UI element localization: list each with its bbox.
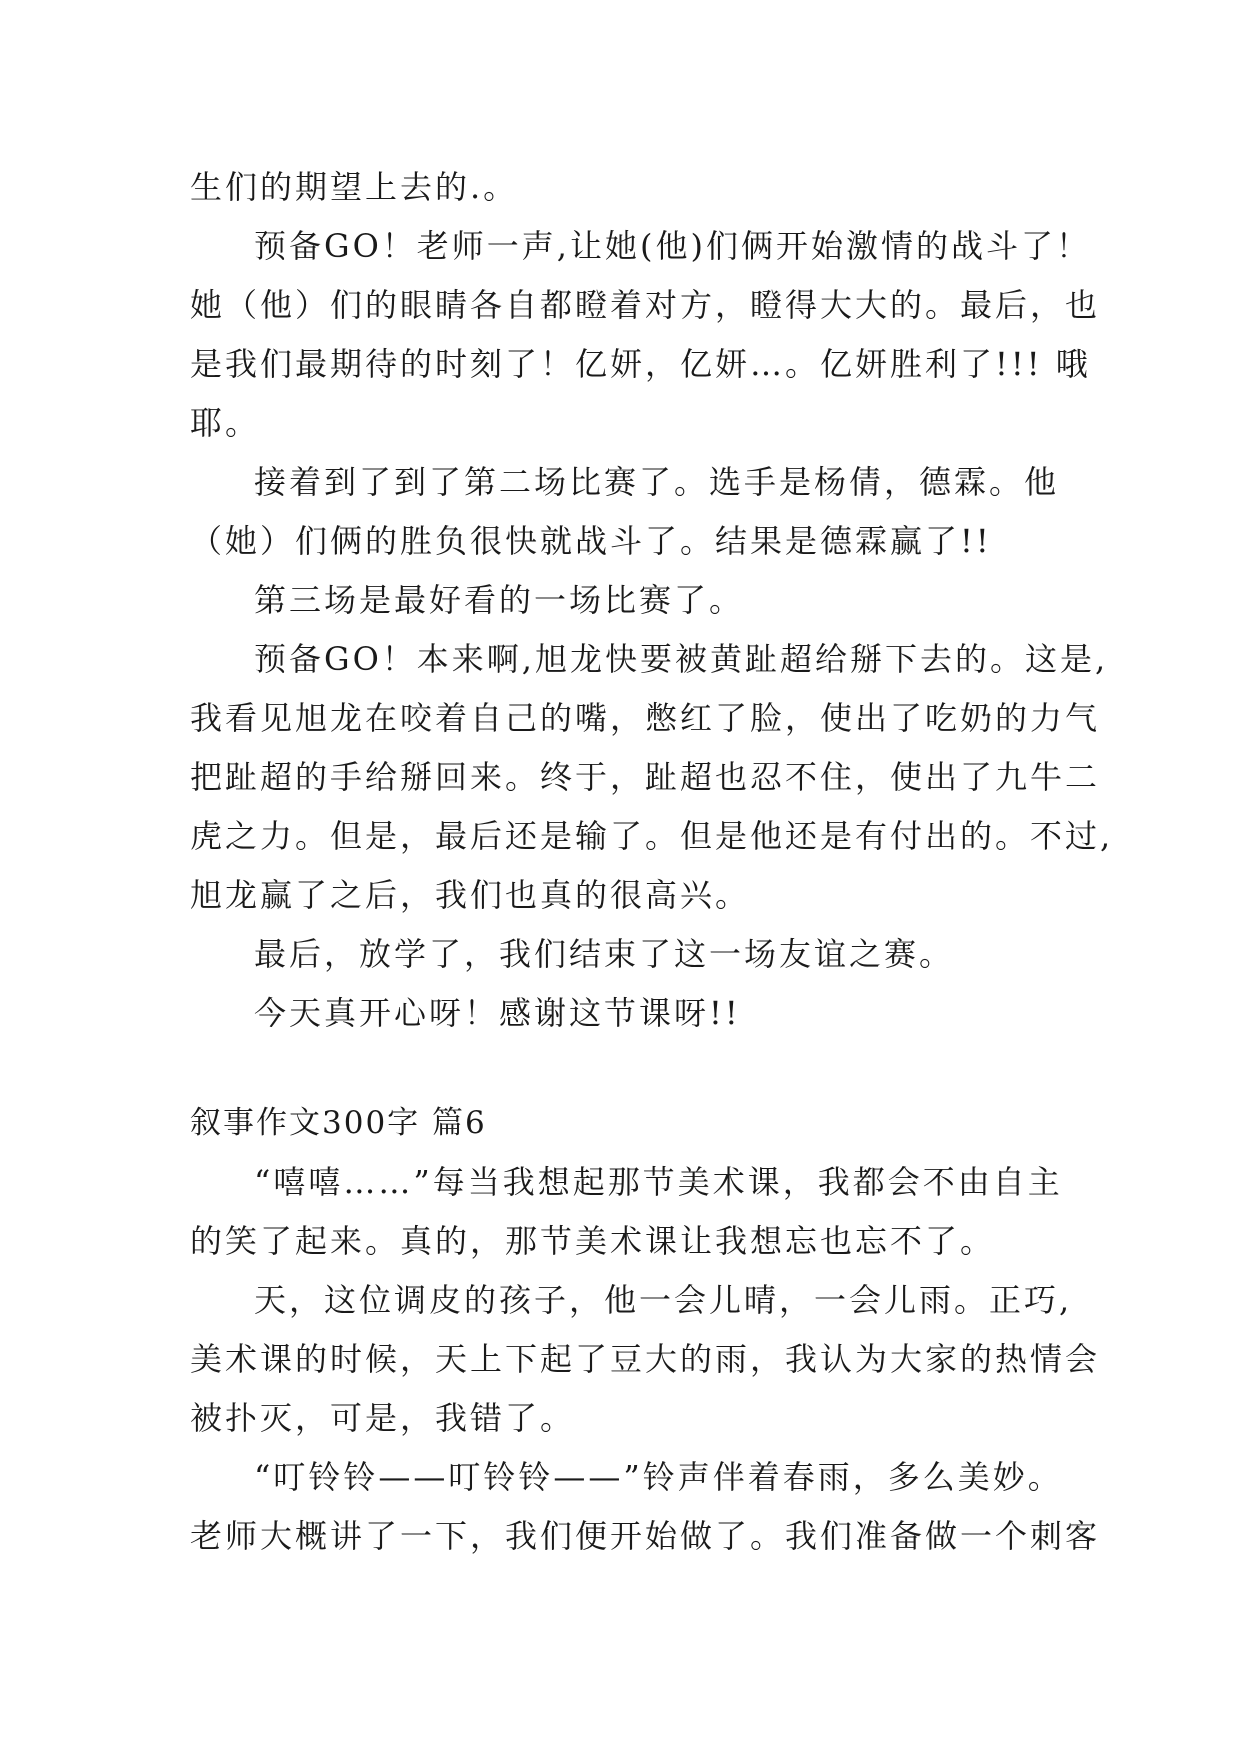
text-line-6: 接着到了到了第二场比赛了。选手是杨倩，德霖。他 [254,463,1060,501]
text-line-5: 耶。 [190,404,261,442]
text-line-21: 被扑灭，可是，我错了。 [190,1399,576,1437]
text-line-7: （她）们俩的胜负很快就战斗了。结果是德霖赢了!! [190,522,992,560]
text-line-13: 旭龙赢了之后，我们也真的很高兴。 [190,876,751,914]
text-line-23: 老师大概讲了一下，我们便开始做了。我们准备做一个刺客 [190,1517,1101,1555]
section-heading: 叙事作文300字 篇6 [190,1105,487,1141]
text-line-17: “嘻嘻……”每当我想起那节美术课，我都会不由自主 [254,1163,1063,1201]
text-line-1: 生们的期望上去的.。 [190,168,519,206]
text-line-9: 预备GO！本来啊,旭龙快要被黄趾超给掰下去的。这是, [254,640,1109,678]
text-line-15: 今天真开心呀！感谢这节课呀!! [254,994,741,1032]
text-line-2: 预备GO！老师一声,让她(他)们俩开始激情的战斗了！ [254,227,1091,265]
text-line-18: 的笑了起来。真的，那节美术课让我想忘也忘不了。 [190,1222,996,1260]
text-line-12: 虎之力。但是，最后还是输了。但是他还是有付出的。不过, [190,817,1114,855]
text-line-20: 美术课的时候，天上下起了豆大的雨，我认为大家的热情会 [190,1340,1101,1378]
text-line-4: 是我们最期待的时刻了！亿妍，亿妍…。亿妍胜利了!!! 哦 [190,345,1091,383]
text-line-8: 第三场是最好看的一场比赛了。 [254,581,745,619]
text-line-3: 她（他）们的眼睛各自都瞪着对方，瞪得大大的。最后，也 [190,286,1101,324]
text-line-11: 把趾超的手给掰回来。终于，趾超也忍不住，使出了九牛二 [190,758,1101,796]
text-line-19: 天，这位调皮的孩子，他一会儿晴，一会儿雨。正巧, [254,1281,1073,1319]
text-line-14: 最后，放学了，我们结束了这一场友谊之赛。 [254,935,955,973]
text-line-22: “叮铃铃——叮铃铃——”铃声伴着春雨，多么美妙。 [254,1458,1063,1496]
text-line-10: 我看见旭龙在咬着自己的嘴，憋红了脸，使出了吃奶的力气 [190,699,1101,737]
